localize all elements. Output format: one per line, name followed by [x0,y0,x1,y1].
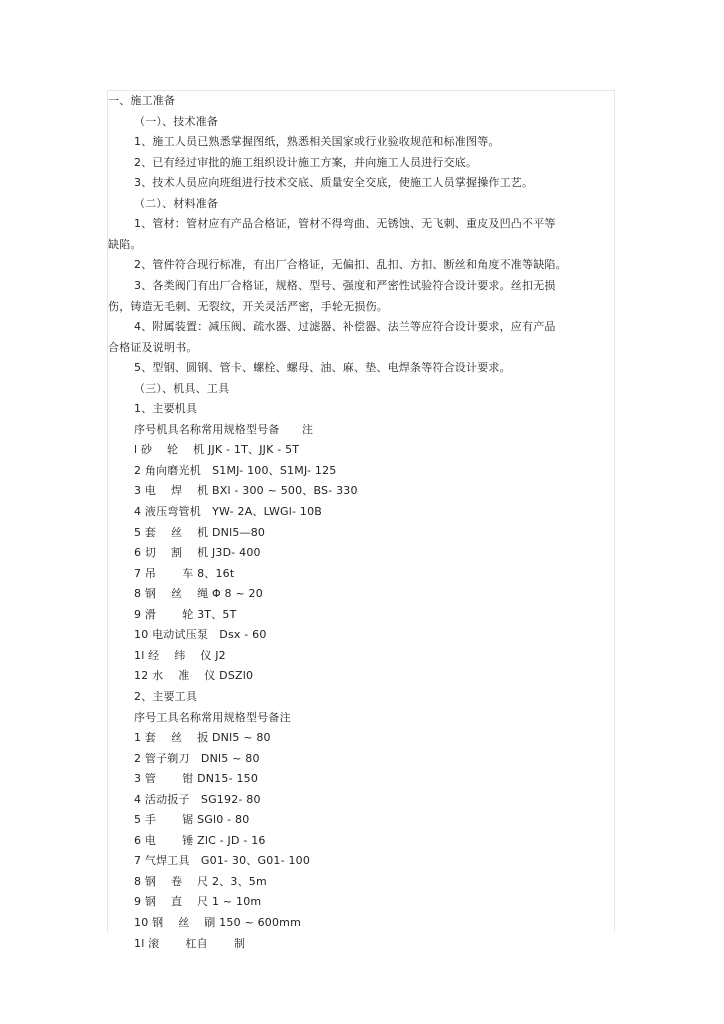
text-line: 9 钢 直 尺 1 ~ 10m [134,895,262,908]
text-line: 4、附属装置：减压阀、疏水器、过滤器、补偿器、法兰等应符合设计要求，应有产品 [134,320,556,333]
text-line: 1、施工人员已熟悉掌握图纸，熟悉相关国家或行业验收规范和标准图等。 [134,135,500,148]
text-line: 3 管 钳 DN15- 150 [134,772,259,785]
text-line: 9 滑 轮 3T、5T [134,608,237,621]
text-line: 2 角向磨光机 S1MJ- 100、S1MJ- 125 [134,464,337,477]
text-line: 5 手 锯 SGl0 - 80 [134,813,250,826]
text-line: 合格证及说明书。 [108,341,198,354]
text-line: 3、技术人员应向班组进行技术交底、质量安全交底，使施工人员掌握操作工艺。 [134,176,534,189]
text-line: l 砂 轮 机 JJK - 1T、JJK - 5T [134,443,300,456]
text-line: 序号工具名称常用规格型号备注 [134,711,291,724]
text-line: 8 钢 丝 绳 Φ 8 ~ 20 [134,587,263,600]
text-line: （一）、技术准备 [134,115,219,128]
text-line: 6 电 锤 ZlC - JD - 16 [134,834,266,847]
text-line: 4 活动扳子 SG192- 80 [134,793,261,806]
text-line: 2、已有经过审批的施工组织设计施工方案，并向施工人员进行交底。 [134,156,478,169]
text-line: 1l 经 纬 仪 J2 [134,649,226,662]
text-line: 5 套 丝 机 DNl5—80 [134,526,266,539]
text-line: 缺陷。 [108,238,142,251]
text-line: 3、各类阀门有出厂合格证，规格、型号、强度和严密性试验符合设计要求。丝扣无损 [134,279,556,292]
text-line: （二）、材料准备 [134,197,219,210]
text-line: 6 切 割 机 J3D- 400 [134,546,261,559]
text-line: 8 钢 卷 尺 2、3、5m [134,875,267,888]
text-line: 1、管材：管材应有产品合格证，管材不得弯曲、无锈蚀、无飞刺、重皮及凹凸不平等 [134,217,556,230]
text-line: 10 电动试压泵 Dsx - 60 [134,628,267,641]
text-line: 2、主要工具 [134,690,198,703]
text-line: 一、施工准备 [108,94,176,107]
text-line: 4 液压弯管机 YW- 2A、LWGl- 10B [134,505,323,518]
text-line: 序号机具名称常用规格型号备 注 [134,423,314,436]
text-line: 10 钢 丝 刷 150 ~ 600mm [134,916,302,929]
text-line: 12 水 准 仪 DSZl0 [134,669,254,682]
text-line: 5、型钢、圆钢、管卡、螺栓、螺母、油、麻、垫、电焊条等符合设计要求。 [134,361,511,374]
text-line: 3 电 焊 机 BXl - 300 ~ 500、BS- 330 [134,484,358,497]
text-line: 1、主要机具 [134,402,198,415]
text-line: 1 套 丝 扳 DNl5 ~ 80 [134,731,271,744]
text-line: 1l 滚 杠自 制 [134,937,246,950]
text-line: 7 气焊工具 G01- 30、G01- 100 [134,854,311,867]
text-line: 2、管件符合现行标准，有出厂合格证，无偏扣、乱扣、方扣、断丝和角度不准等缺陷。 [134,258,567,271]
text-line: 7 吊 车 8、16t [134,567,235,580]
text-line: 伤，铸造无毛刺、无裂纹，开关灵活严密，手轮无损伤。 [108,300,388,313]
text-line: 2 管子剃刀 DNl5 ~ 80 [134,752,260,765]
text-line: （三）、机具、工具 [134,382,230,395]
